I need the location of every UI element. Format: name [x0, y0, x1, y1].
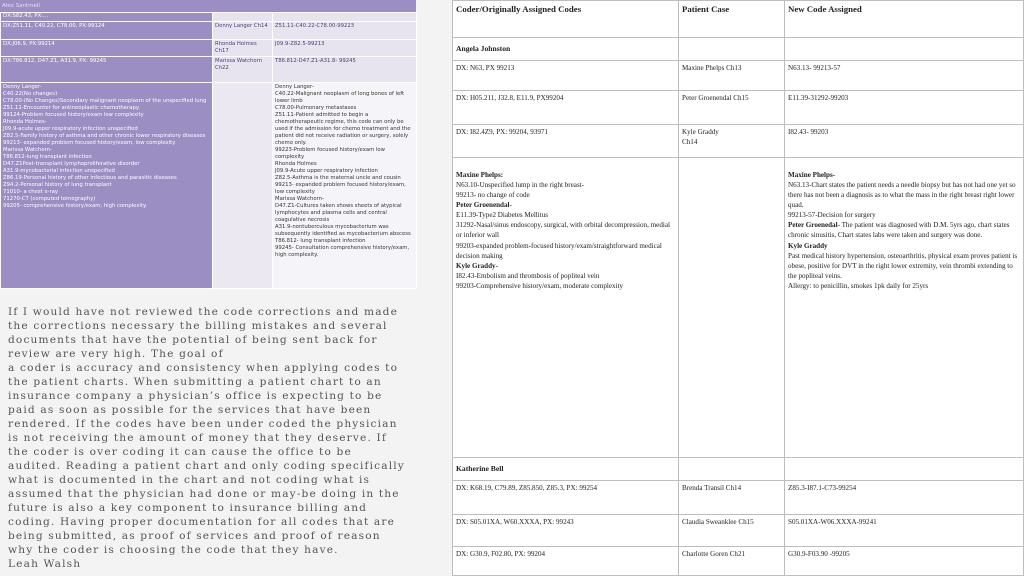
cell-new-code: E11.39-31292-99203 — [785, 91, 1024, 125]
cell-original-codes: DX: G30.9, F02.80, PX: 99204 — [453, 547, 679, 576]
cell-original-codes: DX: N63, PX 99213 — [453, 61, 679, 91]
cell-case — [213, 13, 273, 22]
code-description-notes: Denny Langer- C40.22(No changes) C78.00-(No Changes)Secondary malignant neoplasm of the unspecified lung Z51.11-Encounter for antineoplastic chemotherapy. 99124-Problem focused history/exam low complexity Rhonda Holmes- J09.9-acute upper respiratory infection unspecified Z82.5-Family history of asthma and other chronic lower respiratory diseases 99213- expanded problem focused history/exam, low complexity Marissa Watchorn- T86.812-lung transplant infection D47.Z1Post-transplant lymphoproliferative disorder A31.9-mycobacterial infection unspecified Z86.19-Personal history of other infectious and parasitic diseases Z94.2-Personal history of lung transplant 71010- a chest x-ray 71270-CT (computed tomography) 99205- comprehensive history/exam, high complexity. — [1, 82, 213, 288]
cell-codes: DX:J06.9, PX:99214 — [1, 40, 213, 57]
cell-original-codes: DX: S05.01XA, W60.XXXA, PX: 99243 — [453, 515, 679, 547]
cell-new-code: Z85.3-I87.1-C73-99254 — [785, 481, 1024, 515]
table-row — [453, 91, 1024, 125]
patient-name: Maxine Phelps- — [788, 171, 836, 180]
left-table-header: Alex Santmell — [0, 0, 416, 12]
cell-new-code: T86.812-D47.Z1-A31.8- 99245 — [273, 56, 417, 82]
coder-name-row — [453, 458, 1024, 481]
table-row — [453, 125, 1024, 158]
essay-author: Leah Walsh — [8, 558, 82, 570]
reflection-essay — [8, 305, 408, 571]
cell-original-codes: DX: I82.4Z9, PX: 99204, 93971 — [453, 125, 679, 158]
cell-patient-case: Claudia Sweanklee Ch15 — [679, 515, 785, 547]
patient-name: Kyle Graddy — [788, 241, 828, 250]
note-text: N63.13-Chart states the patient needs a needle biopsy but has not had one yet so there has not been a diagnosis as to what the mass in the right breast right lower quad. 99213-57-Decision for surgery — [788, 181, 1016, 220]
cell-codes: DX:Z51.11, C40.22, C78.00, PX:99124 — [1, 22, 213, 40]
cell-new-code: N63.13- 99213-57 — [785, 61, 1024, 91]
empty-cell — [213, 82, 273, 288]
cell-original-codes: DX: H05.211, J32.8, E11.9, PX99204 — [453, 91, 679, 125]
table-row — [453, 61, 1024, 91]
cell-new-code: S05.01XA-W06.XXXA-99241 — [785, 515, 1024, 547]
note-text: I82.43-Embolism and thrombosis of popliteal vein 99203-Comprehensive history/exam, moderate complexity — [456, 271, 624, 290]
column-header: Coder/Originally Assigned Codes — [453, 1, 679, 38]
note-text: N63.10-Unspecified lump in the right breast- 99213- no change of code — [456, 181, 585, 200]
column-header: Patient Case — [679, 1, 785, 38]
cell-patient-case: Kyle Graddy Ch14 — [679, 125, 785, 158]
table-row — [1, 82, 417, 288]
cell-codes: DX:T86.812, D47.Z1, A31.9, PX: 99245 — [1, 56, 213, 82]
cell-new-code: G30.9-F03.90 -99205 — [785, 547, 1024, 576]
table-row — [1, 56, 417, 82]
note-text: Past medical history hypertension, osteoarthritis, physical exam proves patient is obese, positive for DVT in the right lower extremity, vein thrombi extending to the popliteal veins. Allergy: to penicillin, smokes 1pk daily for 25yrs — [788, 251, 1018, 290]
notes-row — [453, 158, 1024, 458]
essay-text: If I would have not reviewed the code corrections and made the corrections necessary the billing mistakes and several documents that have the potential of being sent back for review are very high. The goal of a coder is accuracy and consistency when applying codes to the patient charts. When submitting a patient chart to an insurance company a physician’s office is expecting to be paid as soon as possible for the services that have been rendered. If the codes have been under coded the physician is not receiving the amount of money that they deserve. If the coder is over coding it can cause the office to be audited. Reading a patient chart and only coding specifically what is documented in the chart and not coding what is assumed that the physician had done or may-be doing in the future is also a key component to insurance billing and coding. Having proper documentation for all codes that are being submitted, as proof of services and proof of reason why the coder is choosing the code that they have. — [8, 306, 405, 556]
column-header: New Code Assigned — [785, 1, 1024, 38]
cell-codes: DX:S82.43, PX:… — [1, 13, 213, 22]
patient-name: Kyle Graddy- — [456, 261, 498, 270]
cell-case: Marissa Watchorn Ch22 — [213, 56, 273, 82]
table-row — [1, 13, 417, 22]
right-code-table — [452, 0, 1024, 576]
empty-cell — [679, 158, 785, 458]
cell-patient-case: Peter Groenendal Ch15 — [679, 91, 785, 125]
cell-patient-case: Brenda Transil Ch14 — [679, 481, 785, 515]
new-code-notes — [785, 158, 1024, 458]
cell-new-code: J09.9-Z82.5-99213 — [273, 40, 417, 57]
table-row — [1, 22, 417, 40]
note-text: The patient was diagnosed with D.M. 5yrs ago, chart states chronic sinusitis, Chart states labs were taken and surgery was done. — [788, 221, 1010, 240]
coder-name: Katherine Bell — [453, 458, 679, 481]
cell-new-code: I82.43- 99203 — [785, 125, 1024, 158]
cell-original-codes: DX: K68.19, C79.89, Z85.850, Z85.3, PX: 99254 — [453, 481, 679, 515]
cell-case: Rhonda Holmes Ch17 — [213, 40, 273, 57]
left-code-table — [0, 12, 417, 289]
patient-name: Maxine Phelps: — [456, 171, 504, 180]
coder-name: Angela Johnston — [453, 38, 679, 61]
cell-patient-case: Charlotte Goren Ch21 — [679, 547, 785, 576]
table-row — [1, 40, 417, 57]
coder-name-row — [453, 38, 1024, 61]
code-rationale-notes: Denny Langer- C40.22-Malignant neoplasm of long bones of left lower limb C78.00-Pulmonary metastases Z51.11-Patient admitted to begin a chemotherapeutic regime, this code can only be used if the admission for chemo treatment and the patient did not receive radiation or surgery, solely chemo only. 99223-Problem focused history/exam low complexity Rhonda Holmes J09.9-Acute upper respiratory infection Z82.5-Asthma is the maternal uncle and cousin 99213- expanded problem focused history/exam, low complexity Marissa Watchorn- D47.Z1-Cultures taken shows sheets of atypical lymphocytes and plasma cells and central coagulative necrosis A31.9-nontuberculous mycobacterium was subsequently identified as mycobacterium abscess T86.812- lung transplant infection 99245- Consultation comprehensive history/exam, high complexity. — [273, 82, 417, 288]
table-row — [453, 481, 1024, 515]
table-header-row — [453, 1, 1024, 38]
table-row — [453, 547, 1024, 576]
table-row — [453, 515, 1024, 547]
cell-new-code: Z51.11-C40.22-C78.00-99223 — [273, 22, 417, 40]
note-text: E11.39-Type2 Diabetes Mellitus 31292-Nasal/sinus endoscopy, surgical, with orbital decompression, medial or inferior wall 99203-expanded problem-focused history/exam/straightforward medical decision making — [456, 211, 670, 260]
cell-patient-case: Maxine Phelps Ch13 — [679, 61, 785, 91]
patient-name: Peter Groenedal- — [788, 221, 840, 230]
cell-case: Denny Langer Ch14 — [213, 22, 273, 40]
cell-new-code — [273, 13, 417, 22]
original-code-notes — [453, 158, 679, 458]
patient-name: Peter Groenendal- — [456, 201, 512, 210]
